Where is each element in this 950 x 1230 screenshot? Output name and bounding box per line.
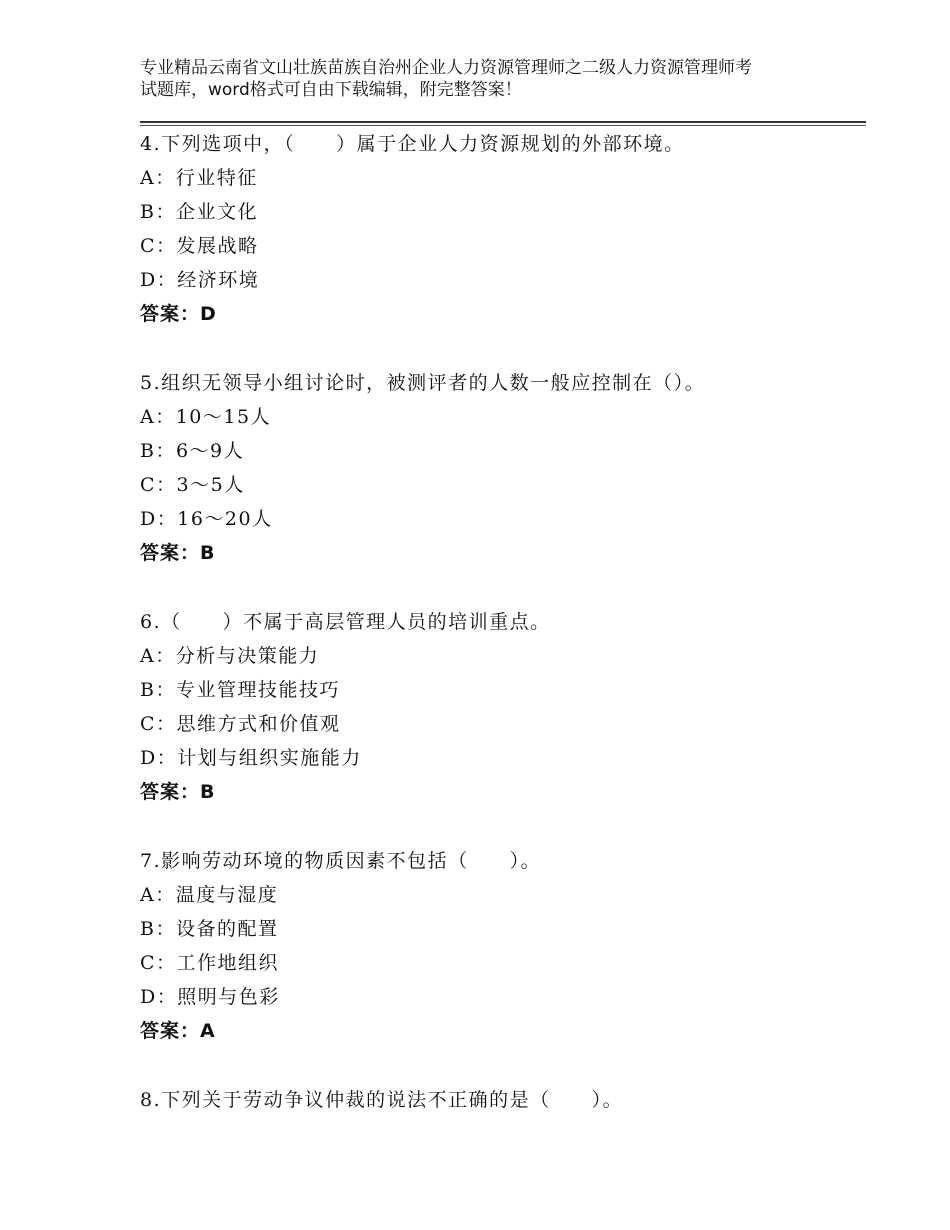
question-6-option-d: D：计划与组织实施能力 (140, 747, 362, 769)
question-5-stem: 5.组织无领导小组讨论时，被测评者的人数一般应控制在（）。 (140, 372, 706, 394)
question-5-option-c: C：3～5人 (140, 474, 245, 496)
question-7-option-b: B：设备的配置 (140, 918, 279, 940)
question-4-option-c: C：发展战略 (140, 235, 259, 257)
header-rule-thick (140, 121, 866, 123)
question-6-option-c: C：思维方式和价值观 (140, 713, 341, 735)
question-4-answer: 答案：D (140, 303, 217, 325)
question-4-stem: 4.下列选项中，（ ）属于企业人力资源规划的外部环境。 (140, 133, 685, 155)
header-line-1: 专业精品云南省文山壮族苗族自治州企业人力资源管理师之二级人力资源管理师考 (140, 58, 752, 78)
question-5-option-b: B：6～9人 (140, 440, 245, 462)
question-7-stem: 7.影响劳动环境的物质因素不包括（ ）。 (140, 850, 542, 872)
question-8-stem: 8.下列关于劳动争议仲裁的说法不正确的是（ ）。 (140, 1089, 624, 1111)
question-7-option-c: C：工作地组织 (140, 952, 280, 974)
question-6-option-a: A：分析与决策能力 (140, 645, 320, 667)
question-5-option-d: D：16～20人 (140, 508, 273, 530)
header-line-2: 试题库，word格式可自由下载编辑，附完整答案！ (140, 80, 522, 100)
document-header (140, 57, 830, 101)
question-6-answer: 答案：B (140, 781, 216, 803)
question-5-answer: 答案：B (140, 542, 216, 564)
question-4-option-a: A：行业特征 (140, 167, 258, 189)
question-4-option-d: D：经济环境 (140, 269, 260, 291)
question-4-option-b: B：企业文化 (140, 201, 258, 223)
header-rule-thin (140, 125, 866, 126)
question-7-option-a: A：温度与湿度 (140, 884, 279, 906)
question-6-stem: 6.（ ）不属于高层管理人员的培训重点。 (140, 611, 551, 633)
question-7-option-d: D：照明与色彩 (140, 986, 280, 1008)
question-7-answer: 答案：A (140, 1020, 216, 1042)
question-5-option-a: A：10～15人 (140, 406, 272, 428)
question-6-option-b: B：专业管理技能技巧 (140, 679, 340, 701)
